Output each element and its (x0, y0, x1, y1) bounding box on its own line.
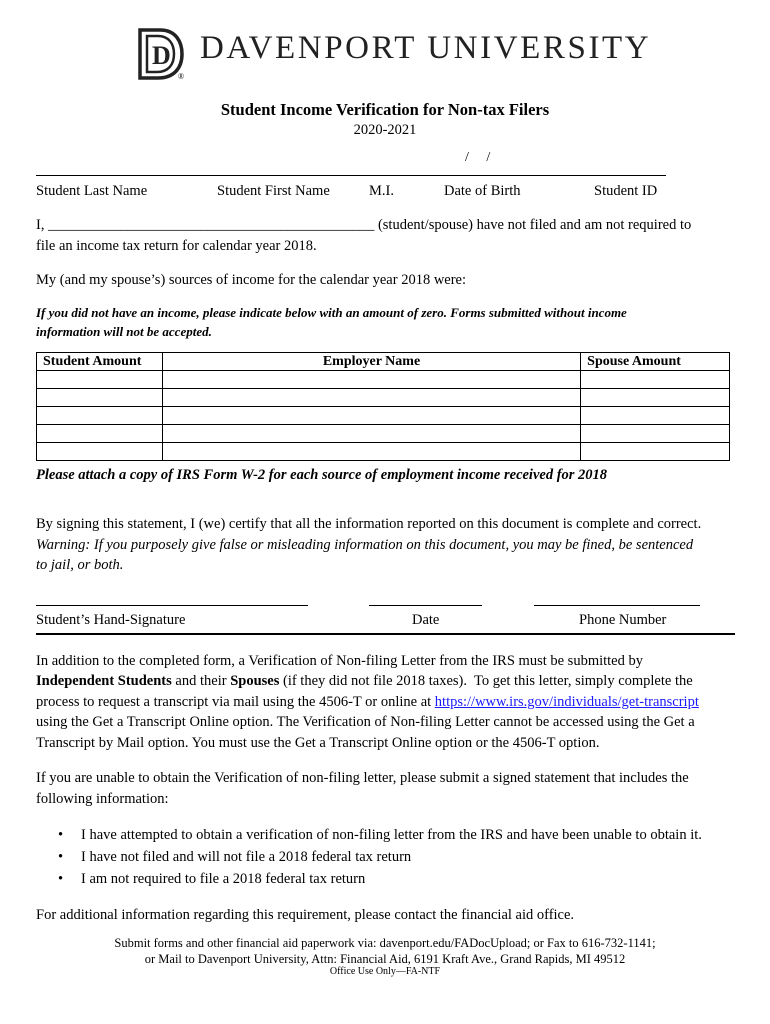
table-row (37, 389, 730, 407)
irs-transcript-link[interactable]: https://www.irs.gov/individuals/get-transcript (434, 694, 699, 710)
student-id-label: Student ID (594, 183, 658, 199)
statement-line-2: file an income tax return for calendar year 2018. (36, 238, 317, 254)
hand-signature-label: Student’s Hand-Signature (36, 612, 186, 628)
irs-line-3 (36, 692, 699, 713)
section-divider (36, 633, 735, 635)
spouse-amount-cell[interactable] (581, 407, 730, 425)
list-item: • I have not filed and will not file a 2018 federal tax return (36, 846, 702, 868)
form-title: Student Income Verification for Non-tax Filers (220, 100, 550, 119)
warning-line-1: Warning: If you purposely give false or misleading information on this document, you may be fined, be sentenced (36, 537, 694, 553)
zero-note-line-1: If you did not have an income, please indicate below with an amount of zero. Forms submitted without income (36, 305, 627, 320)
table-row (37, 443, 730, 461)
statement-line-1: I, _____________________________________________ (student/spouse) have not filed and am not required to (36, 217, 692, 233)
list-item: • I am not required to file a 2018 federal tax return (36, 868, 702, 890)
footer-line-1: Submit forms and other financial aid paperwork via: davenport.edu/FADocUpload; or Fax to 616-732-1141; (114, 936, 656, 950)
employer-name-header: Employer Name (162, 353, 580, 371)
student-amount-cell[interactable] (37, 443, 163, 461)
student-last-name-label: Student Last Name (36, 183, 148, 199)
table-row (37, 407, 730, 425)
irs-line-2 (36, 671, 693, 692)
unable-line-2: following information: (36, 791, 169, 807)
employer-name-cell[interactable] (162, 443, 580, 461)
table-row (37, 371, 730, 389)
date-line[interactable] (369, 605, 482, 606)
irs-line-2-mid: and their (171, 673, 231, 689)
warning-line-2: to jail, or both. (36, 557, 124, 573)
spouse-amount-cell[interactable] (581, 389, 730, 407)
mi-label: M.I. (369, 183, 394, 199)
registered-mark: ® (178, 72, 185, 81)
irs-line-1: In addition to the completed form, a Verification of Non-filing Letter from the IRS must be submitted by (36, 653, 643, 669)
independent-students-text: Independent Students (36, 673, 172, 689)
employer-name-cell[interactable] (162, 407, 580, 425)
student-amount-header: Student Amount (37, 353, 163, 371)
irs-line-3-text: process to request a transcript via mail using the 4506-T or online at (36, 694, 435, 710)
student-amount-cell[interactable] (37, 425, 163, 443)
student-amount-cell[interactable] (37, 407, 163, 425)
spouses-text: Spouses (230, 673, 280, 689)
form-year: 2020-2021 (353, 122, 417, 138)
statement-bullet-list (36, 824, 702, 890)
spouse-amount-cell[interactable] (581, 371, 730, 389)
irs-line-5: Transcript by Mail option. You must use the Get a Transcript Online option or the 4506-T option. (36, 735, 600, 751)
zero-note-line-2: information will not be accepted. (36, 324, 212, 339)
phone-line[interactable] (534, 605, 700, 606)
dob-label: Date of Birth (444, 183, 521, 199)
certification-line: By signing this statement, I (we) certify that all the information reported on this document is complete and correct. (36, 516, 702, 532)
footer-line-2: or Mail to Davenport University, Attn: Financial Aid, 6191 Kraft Ave., Grand Rapids, MI 49512 (144, 952, 626, 966)
date-label: Date (412, 612, 440, 628)
employer-name-cell[interactable] (162, 371, 580, 389)
spouse-amount-cell[interactable] (581, 425, 730, 443)
logo-letter: D (152, 41, 171, 70)
income-table (36, 352, 730, 461)
student-amount-cell[interactable] (37, 371, 163, 389)
davenport-d-logo-icon (136, 26, 186, 82)
university-name: DAVENPORT UNIVERSITY (200, 30, 652, 66)
student-amount-cell[interactable] (37, 389, 163, 407)
spouse-amount-header: Spouse Amount (581, 353, 730, 371)
dob-slashes: / / (465, 150, 491, 165)
unable-line-1: If you are unable to obtain the Verification of non-filing letter, please submit a signed statement that includes the (36, 770, 689, 786)
student-info-line[interactable] (36, 175, 666, 176)
list-item: • I have attempted to obtain a verification of non-filing letter from the IRS and have been unable to obtain it. (36, 824, 702, 846)
spouse-amount-cell[interactable] (581, 443, 730, 461)
income-sources-text: My (and my spouse’s) sources of income for the calendar year 2018 were: (36, 272, 467, 288)
student-first-name-label: Student First Name (217, 183, 330, 199)
irs-line-2-end: (if they did not file 2018 taxes). To get this letter, simply complete the (279, 673, 693, 689)
employer-name-cell[interactable] (162, 389, 580, 407)
irs-line-4: using the Get a Transcript Online option. The Verification of Non-filing Letter cannot be accessed using the Get a (36, 714, 695, 730)
office-use-label: Office Use Only—FA-NTF (329, 966, 441, 977)
phone-number-label: Phone Number (579, 612, 667, 628)
signature-line[interactable] (36, 605, 308, 606)
additional-info-text: For additional information regarding this requirement, please contact the financial aid office. (36, 907, 575, 923)
employer-name-cell[interactable] (162, 425, 580, 443)
table-row (37, 425, 730, 443)
w2-note: Please attach a copy of IRS Form W-2 for each source of employment income received for 2018 (36, 467, 608, 483)
income-table-header (37, 353, 730, 371)
